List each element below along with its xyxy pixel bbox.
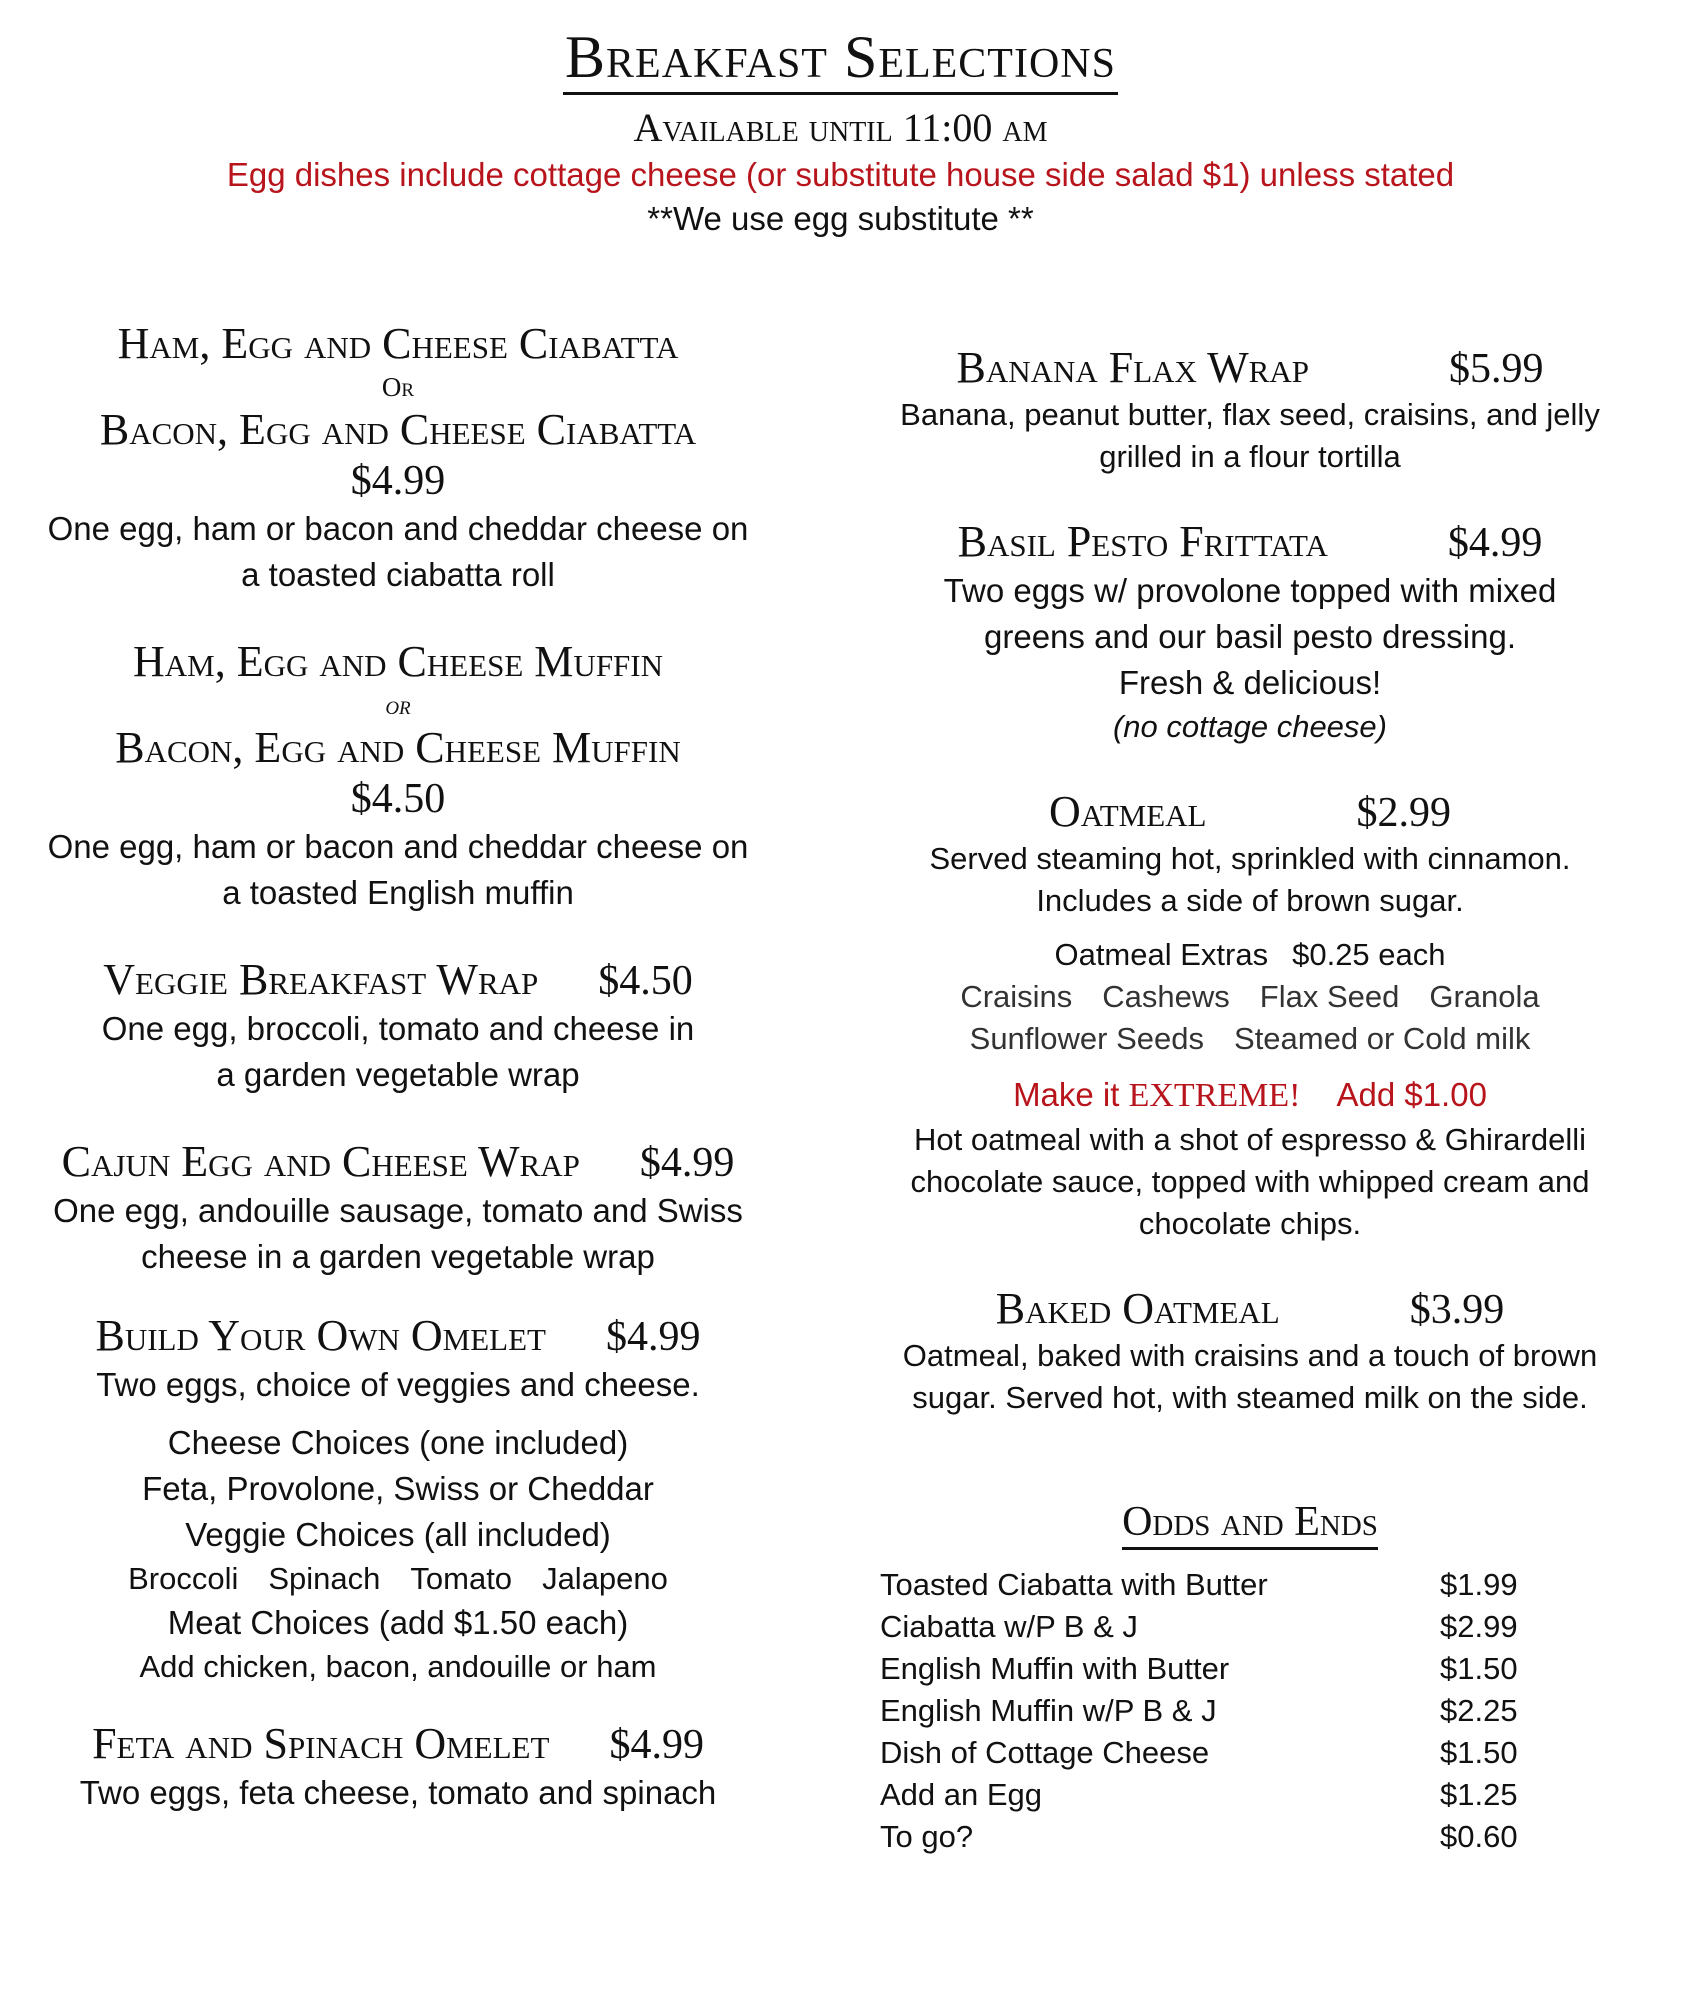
oatmeal-price: $2.99 xyxy=(1356,790,1451,836)
veggie-wrap-desc-line-1: One egg, broccoli, tomato and cheese in xyxy=(101,1010,695,1047)
banana-wrap-price: $5.99 xyxy=(1449,346,1544,392)
oatmeal-item xyxy=(880,786,1620,1245)
oatmeal-extra: Flax Seed xyxy=(1259,979,1400,1014)
frittata-title: Basil Pesto Frittata xyxy=(957,517,1328,566)
veggie-choice: Broccoli xyxy=(128,1561,239,1596)
extreme-price: Add $1.00 xyxy=(1336,1076,1487,1113)
ciabatta-item xyxy=(28,318,768,598)
extreme-label-a: Make it xyxy=(1013,1076,1120,1113)
ham-ciabatta-title: Ham, Egg and Cheese Ciabatta xyxy=(117,319,679,368)
extreme-desc-line-3: chocolate chips. xyxy=(1138,1206,1362,1241)
cajun-wrap-item xyxy=(28,1136,768,1280)
meat-choices-list: Add chicken, bacon, andouille or ham xyxy=(139,1649,657,1684)
oatmeal-extra: Steamed or Cold milk xyxy=(1234,1021,1531,1056)
ciabatta-price: $4.99 xyxy=(350,458,446,504)
cajun-wrap-desc-line-2: cheese in a garden vegetable wrap xyxy=(141,1238,655,1275)
odds-item-name: To go? xyxy=(880,1819,974,1854)
list-item xyxy=(880,1690,1520,1732)
frittata-desc-line-2: greens and our basil pesto dressing. xyxy=(984,618,1516,655)
extreme-desc-line-2: chocolate sauce, topped with whipped cream and xyxy=(910,1164,1590,1199)
cajun-wrap-price: $4.99 xyxy=(639,1140,735,1186)
extreme-offer xyxy=(880,1072,1620,1119)
cheese-choices-heading: Cheese Choices (one included) xyxy=(167,1424,629,1461)
list-item xyxy=(880,1564,1520,1606)
baked-oatmeal-price: $3.99 xyxy=(1409,1287,1505,1333)
cottage-cheese-note: Egg dishes include cottage cheese (or substitute house side salad $1) unless stated xyxy=(226,156,1455,193)
odds-and-ends-list xyxy=(880,1564,1520,1858)
oatmeal-extras-row-1 xyxy=(880,976,1620,1018)
oatmeal-title: Oatmeal xyxy=(1049,787,1207,836)
feta-omelet-desc: Two eggs, feta cheese, tomato and spinach xyxy=(79,1774,717,1811)
muffin-price: $4.50 xyxy=(350,776,446,822)
build-omelet-desc: Two eggs, choice of veggies and cheese. xyxy=(96,1366,700,1403)
odds-item-price: $2.25 xyxy=(1440,1693,1518,1728)
veggie-wrap-title: Veggie Breakfast Wrap xyxy=(103,955,539,1004)
veggie-choice: Tomato xyxy=(410,1561,513,1596)
extreme-desc-line-1: Hot oatmeal with a shot of espresso & Ghirardelli xyxy=(914,1122,1586,1157)
build-omelet-title: Build Your Own Omelet xyxy=(95,1311,546,1360)
veggie-wrap-item xyxy=(28,954,768,1098)
bacon-ciabatta-title: Bacon, Egg and Cheese Ciabatta xyxy=(99,405,697,454)
feta-omelet-price: $4.99 xyxy=(609,1722,704,1768)
feta-omelet-item xyxy=(28,1718,768,1816)
odds-item-price: $1.50 xyxy=(1440,1735,1518,1770)
frittata-item xyxy=(880,516,1620,748)
odds-item-price: $2.99 xyxy=(1440,1609,1518,1644)
ciabatta-desc-line-2: a toasted ciabatta roll xyxy=(241,556,555,593)
muffin-desc-line-1: One egg, ham or bacon and cheddar cheese on xyxy=(47,828,749,865)
oatmeal-extras-price: $0.25 each xyxy=(1292,937,1446,972)
odds-item-name: Add an Egg xyxy=(880,1777,1043,1812)
frittata-desc-line-1: Two eggs w/ provolone topped with mixed xyxy=(943,572,1557,609)
frittata-price: $4.99 xyxy=(1447,520,1543,566)
odds-item-name: Toasted Ciabatta with Butter xyxy=(880,1567,1268,1602)
banana-wrap-item xyxy=(880,342,1620,478)
egg-substitute-note: **We use egg substitute ** xyxy=(647,200,1034,237)
extreme-label-b: EXTREME! xyxy=(1128,1077,1301,1114)
oatmeal-extra: Sunflower Seeds xyxy=(969,1021,1205,1056)
oatmeal-extra: Craisins xyxy=(960,979,1073,1014)
list-item xyxy=(880,1732,1520,1774)
odds-item-name: Dish of Cottage Cheese xyxy=(880,1735,1210,1770)
banana-wrap-desc-line-2: grilled in a flour tortilla xyxy=(1099,439,1401,474)
muffin-item xyxy=(28,636,768,916)
build-omelet-item xyxy=(28,1310,768,1688)
list-item xyxy=(880,1774,1520,1816)
odds-and-ends-heading xyxy=(880,1497,1620,1550)
odds-item-name: English Muffin with Butter xyxy=(880,1651,1230,1686)
odds-and-ends-title: Odds and Ends xyxy=(1122,1497,1378,1550)
right-column xyxy=(880,342,1620,1858)
oatmeal-extras-row-2 xyxy=(880,1018,1620,1060)
menu-header xyxy=(0,22,1681,241)
oatmeal-extras-heading xyxy=(880,934,1620,976)
list-item xyxy=(880,1648,1520,1690)
menu-title: Breakfast Selections xyxy=(563,22,1118,95)
oatmeal-desc-line-1: Served steaming hot, sprinkled with cinnamon. xyxy=(929,841,1571,876)
baked-oatmeal-item xyxy=(880,1283,1620,1419)
or-label: Or xyxy=(381,372,415,402)
odds-item-price: $0.60 xyxy=(1440,1819,1518,1854)
odds-item-price: $1.25 xyxy=(1440,1777,1518,1812)
meat-choices-heading: Meat Choices (add $1.50 each) xyxy=(167,1604,629,1641)
veggie-choice: Jalapeno xyxy=(542,1561,668,1596)
banana-wrap-title: Banana Flax Wrap xyxy=(956,343,1309,392)
veggie-choice: Spinach xyxy=(268,1561,381,1596)
muffin-desc-line-2: a toasted English muffin xyxy=(222,874,574,911)
oatmeal-extra: Granola xyxy=(1429,979,1540,1014)
cajun-wrap-title: Cajun Egg and Cheese Wrap xyxy=(61,1137,580,1186)
oatmeal-extras-label: Oatmeal Extras xyxy=(1054,937,1269,972)
baked-oatmeal-desc-line-1: Oatmeal, baked with craisins and a touch of brown xyxy=(902,1338,1598,1373)
or-label: or xyxy=(385,690,411,720)
odds-item-name: Ciabatta w/P B & J xyxy=(880,1609,1138,1644)
bacon-muffin-title: Bacon, Egg and Cheese Muffin xyxy=(115,723,681,772)
ham-muffin-title: Ham, Egg and Cheese Muffin xyxy=(132,637,664,686)
baked-oatmeal-desc-line-2: sugar. Served hot, with steamed milk on the side. xyxy=(912,1380,1588,1415)
cajun-wrap-desc-line-1: One egg, andouille sausage, tomato and Swiss xyxy=(53,1192,743,1229)
veggie-choices-list xyxy=(28,1558,768,1600)
odds-item-name: English Muffin w/P B & J xyxy=(880,1693,1217,1728)
banana-wrap-desc-line-1: Banana, peanut butter, flax seed, craisins, and jelly xyxy=(900,397,1600,432)
availability-note: Available until 11:00 am xyxy=(633,105,1048,150)
left-column xyxy=(28,318,768,1816)
veggie-choices-heading: Veggie Choices (all included) xyxy=(185,1516,611,1553)
build-omelet-price: $4.99 xyxy=(605,1314,701,1360)
frittata-desc-line-3: Fresh & delicious! xyxy=(1118,664,1382,701)
list-item xyxy=(880,1606,1520,1648)
ciabatta-desc-line-1: One egg, ham or bacon and cheddar cheese on xyxy=(47,510,749,547)
odds-item-price: $1.99 xyxy=(1440,1567,1518,1602)
frittata-note: (no cottage cheese) xyxy=(1112,709,1387,744)
baked-oatmeal-title: Baked Oatmeal xyxy=(995,1284,1280,1333)
cheese-choices-list: Feta, Provolone, Swiss or Cheddar xyxy=(142,1470,654,1507)
veggie-wrap-price: $4.50 xyxy=(598,958,693,1004)
feta-omelet-title: Feta and Spinach Omelet xyxy=(92,1719,550,1768)
list-item xyxy=(880,1816,1520,1858)
oatmeal-desc-line-2: Includes a side of brown sugar. xyxy=(1036,883,1464,918)
veggie-wrap-desc-line-2: a garden vegetable wrap xyxy=(216,1056,580,1093)
odds-item-price: $1.50 xyxy=(1440,1651,1518,1686)
oatmeal-extra: Cashews xyxy=(1102,979,1230,1014)
